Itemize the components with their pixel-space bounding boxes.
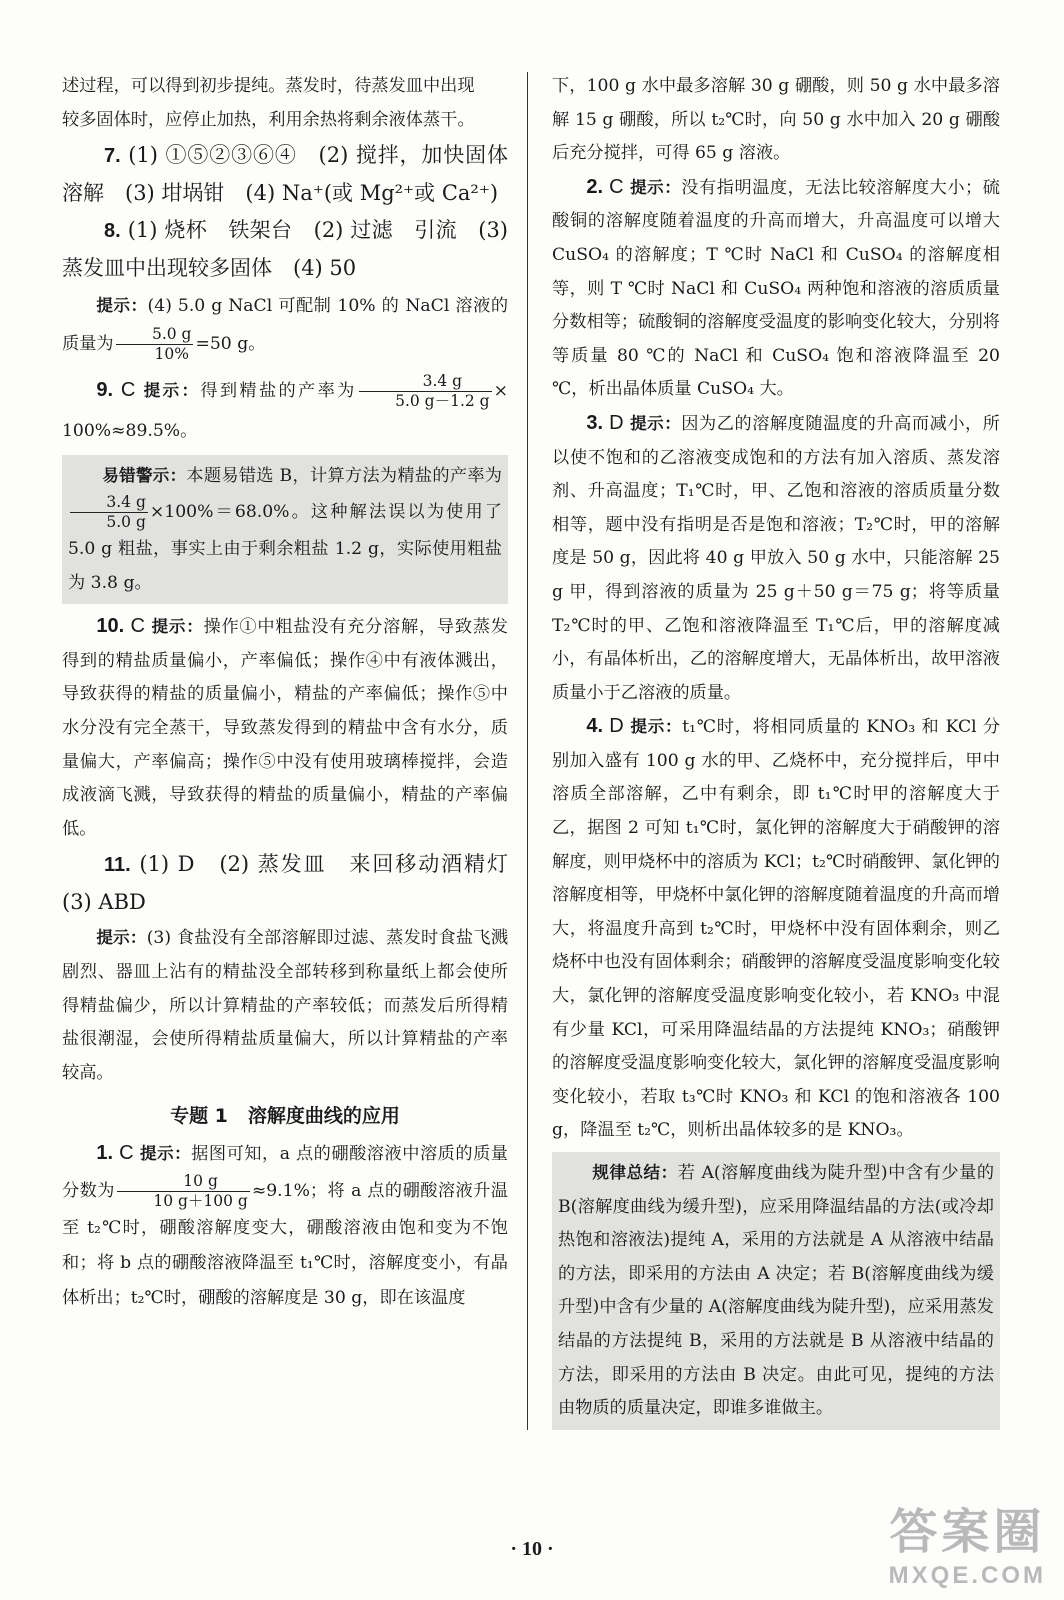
q9-answer: C [120, 379, 136, 402]
answer-10 [62, 610, 508, 846]
hint-8 [62, 287, 508, 364]
topic-answer-2 [552, 171, 1000, 407]
rule-text: 若 A(溶解度曲线为陡升型)中含有少量的 B(溶解度曲线为缓升型)，应采用降温结晶的方法(或冷却热饱和溶液法)提纯 A，采用的方法就是 A 从溶液中结晶的方法，即采用的方法由 A 决定；若 B(溶解度曲线为缓升型)中含有少量的 A(溶解度曲线为陡升型)，应采用蒸发结晶的方法提纯 B，采用的方法就是 B 从溶液中结晶的方法，即采用的方法由 B 决定。由此可见，提纯的方法由物质的质量决定，即谁多谁做主。 [558, 1163, 995, 1419]
hint-8-fraction [116, 325, 194, 364]
hint-label: 提示： [629, 177, 682, 197]
t4-answer: D [609, 715, 624, 738]
error-warning [68, 459, 502, 600]
q10-answer: C [130, 615, 145, 638]
topic-answer-3 [552, 407, 1000, 710]
q7-number: 7. [104, 145, 121, 168]
hint-9-text-b: × 100%≈89.5%。 [62, 381, 508, 442]
left-column [62, 70, 529, 1316]
answer-7 [62, 137, 508, 212]
fraction-numerator: 10 g [117, 1172, 250, 1192]
t1-fraction [117, 1172, 250, 1211]
t1-number: 1. [96, 1142, 114, 1165]
t3-hint-text: 因为乙的溶解度随温度的升高而减小，所以使不饱和的乙溶液变成饱和的方法有加入溶质、蒸发溶剂、升高温度；T₁℃时，甲、乙饱和溶液的溶质质量分数相等，题中没有指明是否是饱和溶液；T₂℃时，甲的溶解度是 50 g，因此将 40 g 甲放入 50 g 水中，只能溶解 25 g 甲，得到溶液的质量为 25 g＋50 g＝75 g；将等质量 T₂℃时的甲、乙饱和溶液降温至 T₁℃后，甲的溶解度减小，有晶体析出，乙的溶解度增大，无晶体析出，故甲溶液质量小于乙溶液的质量。 [552, 413, 1000, 703]
q10-number: 10. [96, 615, 125, 638]
topic-answer-4 [552, 710, 1000, 1148]
fraction-denominator: 5.0 g－1.2 g [395, 392, 490, 411]
hint-label: 提示： [96, 296, 148, 316]
fraction-denominator: 10 g＋100 g [153, 1192, 248, 1211]
hint-9-fraction [359, 372, 492, 411]
q9-number: 9. [96, 379, 114, 402]
answer-8 [62, 212, 508, 287]
t1-hint-text-a: 据图可知，a 点的硼酸溶液中溶质的质量分数为 [62, 1144, 508, 1202]
t1-hint-text-b: ≈9.1%；将 a 点的硼酸溶液升温至 t₂℃时，硼酸溶解度变大，硼酸溶液由饱和变为不饱和；将 b 点的硼酸溶液降温至 t₁℃时，溶解度变小，有晶体析出；t₂℃时，硼酸的溶解度是 30 g，即在该温度 [62, 1181, 508, 1309]
warning-text-b: ×100%＝68.0%。这种解法误以为使用了 5.0 g 粗盐，事实上由于剩余粗盐 1.2 g，实际使用粗盐为 3.8 g。 [68, 502, 502, 594]
rule-summary [558, 1156, 994, 1426]
warning-label: 易错警示： [102, 466, 187, 486]
hint-11-text: (3) 食盐没有全部溶解即过滤、蒸发时食盐飞溅剧烈、器皿上沾有的精盐没全部转移到称量纸上都会使所得精盐偏少，所以计算精盐的产率较低；而蒸发后所得精盐很潮湿，会使所得精盐质量偏大，所以计算精盐的产率较高。 [62, 928, 509, 1083]
watermark [889, 1493, 1046, 1590]
t1-answer: C [119, 1142, 134, 1165]
hint-label: 提示： [141, 381, 201, 401]
t3-answer: D [609, 411, 624, 434]
watermark-domain: MXQE.COM [888, 1562, 1046, 1589]
t2-hint-text: 没有指明温度，无法比较溶解度大小；硫酸铜的溶解度随着温度的升高而增大，升高温度可以增大 CuSO₄ 的溶解度；T ℃时 NaCl 和 CuSO₄ 的溶解度相等，则 T ℃时 NaCl 和 CuSO₄ 两种饱和溶液的溶质质量分数相等；硫酸铜的溶解度受温度的影响变化较大，分别将等质量 80 ℃的 NaCl 和 CuSO₄ 饱和溶液降温至 20 ℃，析出晶体质量 CuSO₄ 大。 [552, 177, 1000, 400]
warning-fraction [70, 493, 148, 532]
hint-label: 提示： [629, 717, 683, 737]
q8-number: 8. [104, 220, 121, 243]
hint-label: 提示： [629, 413, 682, 433]
hint-10-text: 操作①中粗盐没有充分溶解，导致蒸发得到的精盐质量偏小，产率偏低；操作④中有液体溅出，导致获得的精盐的质量偏小，精盐的产率偏低；操作⑤中水分没有完全蒸干，导致蒸发得到的精盐中含有水分，质量偏大，产率偏高；操作⑤中没有使用玻璃棒搅拌，会造成液滴飞溅，导致获得的精盐的质量偏小，精盐的产率偏低。 [62, 617, 508, 839]
hint-11 [62, 921, 508, 1090]
answer-11 [62, 846, 529, 921]
t3-number: 3. [586, 411, 604, 434]
hint-label: 提示： [139, 1144, 192, 1164]
q11-number: 11. [104, 854, 131, 877]
intro-line-1: 述过程，可以得到初步提纯。蒸发时，待蒸发皿中出现 [62, 76, 475, 96]
t4-hint-text: t₁℃时，将相同质量的 KNO₃ 和 KCl 分别加入盛有 100 g 水的甲、乙烧杯中，充分搅拌后，甲中溶质全部溶解，乙中有剩余，即 t₁℃时甲的溶解度大于乙，据图 2 可知 t₁℃时，氯化钾的溶解度大于硝酸钾的溶解度，则甲烧杯中的溶质为 KCl；t₂℃时硝酸钾、氯化钾的溶解度相等，甲烧杯中氯化钾的溶解度随着温度的升高而增大，将温度升高到 t₂℃时，甲烧杯中没有固体剩余，则乙烧杯中也没有固体剩余；硝酸钾的溶解度受温度影响变化较大，氯化钾的溶解度受温度影响变化较小，若 KNO₃ 中混有少量 KCl，可采用降温结晶的方法提纯 KNO₃；硝酸钾的溶解度受温度影响变化较大，氯化钾的溶解度受温度影响变化较小，若取 t₃℃时 KNO₃ 和 KCl 的饱和溶液各 100 g，降温至 t₂℃，则析出晶体较多的是 KNO₃。 [552, 717, 1001, 1141]
page-number: · 10 · [510, 1538, 554, 1560]
q8-text: (1) 烧杯 铁架台 (2) 过滤 引流 (3) 蒸发皿中出现较多固体 (4) 50 [62, 218, 508, 281]
rule-label: 规律总结： [592, 1163, 678, 1182]
hint-9-text-a: 得到精盐的产率为 [200, 381, 357, 402]
answer-9 [62, 370, 508, 451]
rule-summary-box [552, 1152, 1000, 1430]
t2-number: 2. [586, 175, 604, 198]
hint-8-text-b: =50 g。 [195, 334, 266, 355]
fraction-numerator: 3.4 g [359, 372, 492, 392]
error-warning-box [62, 455, 508, 604]
section-title [62, 1098, 508, 1134]
fraction-denominator: 10% [154, 345, 189, 364]
watermark-logo: 答案圈 [889, 1504, 1046, 1560]
section-heading: 溶解度曲线的应用 [247, 1105, 400, 1128]
topic-answer-1 [62, 1136, 508, 1316]
fraction-numerator: 3.4 g [70, 493, 148, 513]
hint-label: 提示： [96, 928, 147, 948]
column-divider [527, 72, 528, 1430]
t2-answer: C [609, 175, 624, 198]
q11-text: (1) D (2) 蒸发皿 来回移动酒精灯 (3) ABD [62, 852, 529, 915]
q7-text: (1) ①⑤②③⑥④ (2) 搅拌，加快固体溶解 (3) 坩埚钳 (4) Na⁺(或 Mg²⁺或 Ca²⁺) [62, 143, 508, 206]
topic-answer-1-continued: 下，100 g 水中最多溶解 30 g 硼酸，则 50 g 水中最多溶解 15 g 硼酸，所以 t₂℃时，向 50 g 水中加入 20 g 硼酸后充分搅拌，可得 65 g 溶液。 [552, 76, 1000, 164]
t4-number: 4. [586, 715, 604, 738]
right-column [552, 70, 1000, 1434]
hint-8-text-a: (4) 5.0 g NaCl 可配制 10% 的 NaCl 溶液的质量为 [62, 296, 509, 355]
section-label: 专题 1 [170, 1105, 228, 1128]
fraction-denominator: 5.0 g [106, 513, 146, 532]
intro-line-2: 较多固体时，应停止加热，利用余热将剩余液体蒸干。 [62, 109, 475, 130]
hint-label: 提示： [150, 617, 204, 637]
fraction-numerator: 5.0 g [116, 325, 194, 345]
warning-text-a: 本题易错选 B，计算方法为精盐的产率为 [186, 466, 502, 487]
